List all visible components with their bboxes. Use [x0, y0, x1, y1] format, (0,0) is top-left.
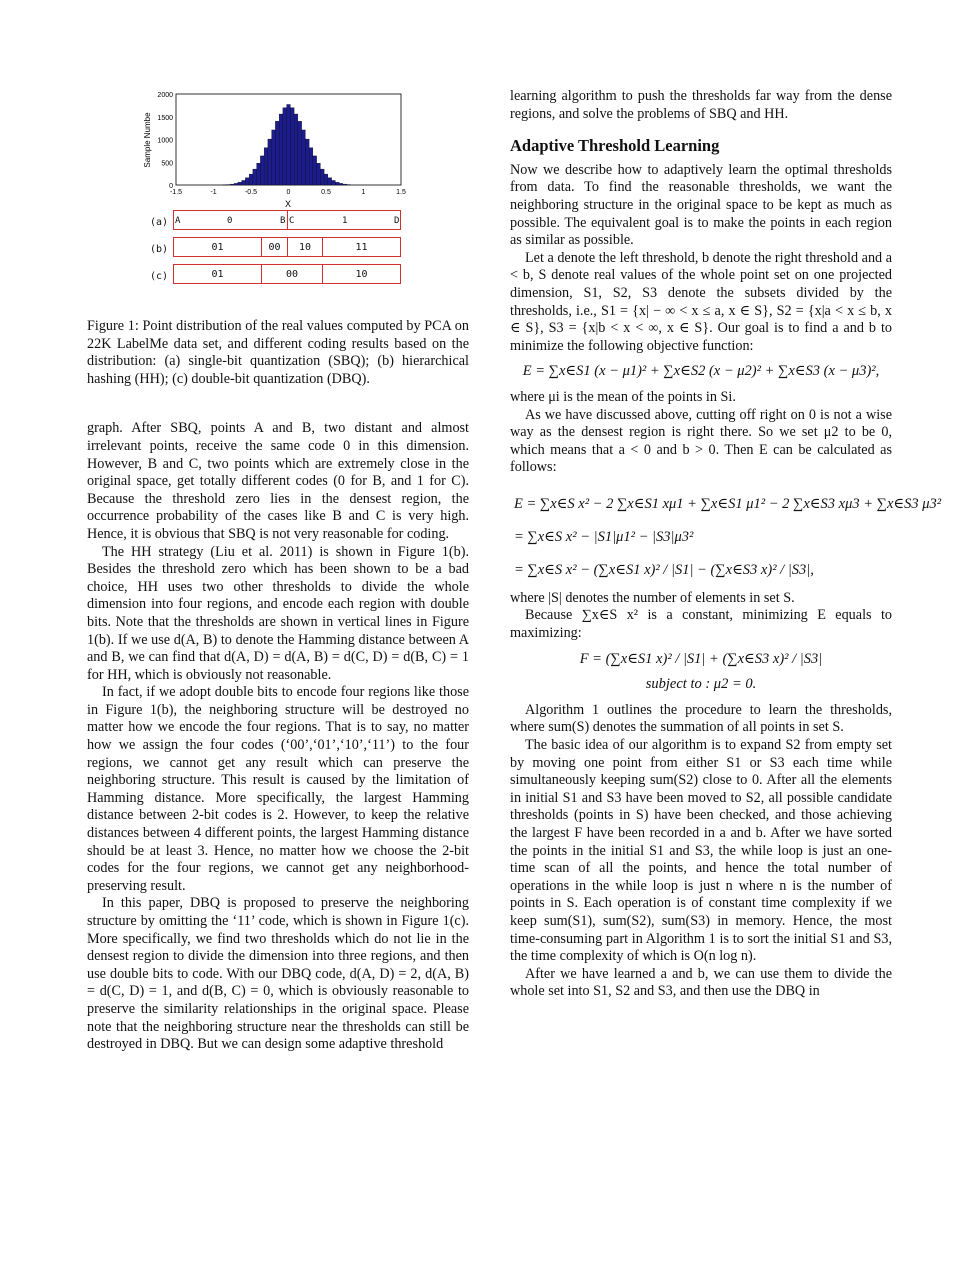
point-a-label: A — [175, 216, 181, 226]
threshold-line — [287, 210, 288, 230]
region-box: 10 — [287, 237, 323, 257]
paragraph: In this paper, DBQ is proposed to preserve the neighboring structure by omitting the ‘11’ code, which is shown in Figure 1(c). More specifically, we find two thresholds which do not lie in the densest region to divide the dimension into three regions, and then use double bits to code. With our DBQ code, d(A, D) = 2, d(A, B) = d(C, D) = 1, and d(B, C) = 0, which is obviously reasonable to preserve the similarity relationships in the original space. Please note that the neighboring structure near the thresholds can still be destroyed in DBQ. But we can design some adaptive threshold — [87, 895, 469, 1053]
histogram-bar — [335, 182, 339, 185]
code-row-b — [87, 237, 469, 261]
histogram-bars — [223, 104, 351, 185]
region-box: 00 — [261, 237, 288, 257]
histogram-bar — [313, 156, 317, 185]
row-tag: (c) — [150, 271, 169, 282]
region-box: 10 — [322, 264, 401, 284]
y-tick-label: 2000 — [157, 92, 173, 99]
paragraph: where |S| denotes the number of elements in set S. — [510, 589, 795, 606]
histogram-bar — [290, 108, 294, 185]
row-tag: (b) — [150, 244, 169, 255]
histogram-bar — [343, 184, 347, 185]
equation-expansion-1: E = ∑x∈S x² − 2 ∑x∈S1 xμ1 + ∑x∈S1 μ1² − 2 ∑x∈S3 xμ3 + ∑x∈S3 μ3² — [514, 495, 942, 512]
x-tick-label: -1 — [210, 189, 217, 196]
histogram-bar — [332, 180, 336, 185]
equation-objective: E = ∑x∈S1 (x − μ1)² + ∑x∈S2 (x − μ2)² + ∑x∈S3 (x − μ3)², — [522, 363, 880, 380]
point-d-label: D — [394, 216, 400, 226]
paragraph: The basic idea of our algorithm is to expand S2 from empty set by moving one point from either S1 or S3 each time while simultaneously keeping sum(S2) close to 0. After all the elements in initial S1 and S3 have been moved to S2, all possible candidate thresholds (points in S) have been checked, and those achieving the largest F have been recorded in a and b. After we have sorted the points in the initial S1 and S3, the while loop is just an one-time scan of all the points, and hence the total number of operations in the while loop is just n where n is the number of points in S. Each operation is of constant time complexity if we keep sum(S1), sum(S2), sum(S3) in memory. Hence, the most time-consuming part in Algorithm 1 is to sort the initial S1 and S3, the time complexity of which is O(n log n). — [510, 737, 892, 965]
left-column — [87, 88, 469, 1054]
paragraph: Because ∑x∈S x² is a constant, minimizing E equals to maximizing: — [510, 607, 892, 642]
x-axis-label: X — [284, 199, 292, 209]
equation-constraint: subject to : μ2 = 0. — [645, 676, 757, 693]
histogram-bar — [253, 169, 257, 185]
histogram-bar — [328, 178, 332, 185]
x-tick-label: -1.5 — [169, 189, 183, 196]
code-row-c — [87, 264, 469, 288]
y-tick-label: 1000 — [157, 137, 173, 145]
histogram-bar — [298, 121, 302, 185]
equation-maximize: F = (∑x∈S1 x)² / |S1| + (∑x∈S3 x)² / |S3| — [579, 650, 823, 667]
row-tag: (a) — [150, 217, 169, 228]
paragraph: The HH strategy (Liu et al. 2011) is shown in Figure 1(b). Besides the threshold zero which has been shown to be a bad choice, HH uses two other thresholds to divide the whole dimension into four regions, and encode each region with double bits. Note that the thresholds are shown in vertical lines in Figure 1(b). If we use d(A, B) to denote the Hamming distance between A and B, we can find that d(A, D) = d(A, B) = d(C, D) = d(B, C) = 1 for HH, which is obviously not reasonable. — [87, 543, 469, 683]
coding-rows — [87, 210, 469, 291]
figure-caption: Figure 1: Point distribution of the real values computed by PCA on 22K LabelMe data set, and different coding results based on the distribution: (a) single-bit quantization (SBQ); (b) hierarchical hashing (HH); (c) double-bit quantization (DBQ). — [87, 318, 469, 387]
histogram-bar — [279, 114, 283, 185]
histogram-bar — [305, 139, 309, 185]
right-column — [510, 88, 942, 1001]
point-b-label: B — [280, 216, 286, 226]
histogram-bar — [309, 148, 313, 185]
equation-expansion-3: = ∑x∈S x² − (∑x∈S1 x)² / |S1| − (∑x∈S3 x)² / |S3|, — [514, 561, 814, 578]
histogram-bar — [245, 178, 249, 185]
histogram-bar — [275, 121, 279, 185]
histogram-bar — [260, 156, 264, 185]
histogram-bar — [317, 163, 321, 185]
paragraph: where μi is the mean of the points in Si. — [510, 388, 736, 405]
x-tick-label: 0 — [286, 189, 291, 196]
paragraph: learning algorithm to push the thresholds far way from the dense regions, and solve the problems of SBQ and HH. — [510, 88, 892, 122]
y-tick-labels — [157, 92, 173, 190]
histogram-chart — [87, 88, 469, 210]
figure-1 — [87, 88, 469, 308]
x-tick-labels — [170, 189, 406, 196]
paragraph: As we have discussed above, cutting off right on 0 is not a wise way as the densest region is right there. So we set μ2 to be 0, which means that a < 0 and b > 0. Then E can be calculated as follows: — [510, 406, 892, 476]
histogram-bar — [294, 114, 298, 185]
paragraph: Algorithm 1 outlines the procedure to learn the thresholds, where sum(S) denotes the summation of all points in set S. — [510, 701, 892, 736]
histogram-bar — [339, 183, 343, 185]
region-box: 11 — [322, 237, 401, 257]
paragraph: After we have learned a and b, we can use them to divide the whole set into S1, S2 and S3, and then use the DBQ in — [510, 965, 892, 1000]
histogram-bar — [324, 174, 328, 185]
paragraph: Let a denote the left threshold, b denote the right threshold and a < b, S denote real values of the whole point set on one projected dimension, S1, S2, S3 denote the subsets divided by the thresholds, i.e., S1 = {x| − ∞ < x ≤ a, x ∈ S}, S2 = {x|a < x ≤ b, x ∈ S}, S3 = {x|b < x < ∞, x ∈ S}. Our goal is to find a and b to minimize the following objective function: — [510, 249, 892, 354]
y-tick-label: 0 — [169, 183, 173, 190]
histogram-bar — [320, 169, 324, 185]
region-code: 0 — [227, 216, 233, 226]
y-axis-label: Sample Numbe — [143, 112, 152, 168]
histogram-bar — [287, 104, 291, 185]
section-heading: Adaptive Threshold Learning — [510, 136, 720, 156]
y-tick-label: 500 — [161, 160, 173, 168]
code-row-a — [87, 210, 469, 234]
region-box: 00 — [261, 264, 323, 284]
y-tick-label: 1500 — [157, 114, 173, 122]
histogram-bar — [268, 139, 272, 185]
x-tick-label: 1.5 — [396, 189, 406, 196]
histogram-bar — [230, 184, 234, 185]
histogram-bar — [238, 182, 242, 185]
paragraph: graph. After SBQ, points A and B, two distant and almost irrelevant points, receive the same code 0 in this dimension. However, B and C, two points which are extremely close in the original space, get totally different codes (0 for B, and 1 for C). Because the threshold zero lies in the densest region, the occurrence probability of the cases like B and C is very high. Hence, it is obvious that SBQ is not very reasonable for coding. — [87, 420, 469, 542]
region-box: 01 — [173, 237, 262, 257]
point-c-label: C — [289, 216, 295, 226]
histogram-bar — [257, 163, 261, 185]
histogram-bar — [302, 130, 306, 185]
x-tick-label: -0.5 — [244, 189, 258, 196]
histogram-bar — [264, 148, 268, 185]
x-tick-label: 1 — [361, 189, 366, 196]
region-box: 01 — [173, 264, 262, 284]
histogram-bar — [283, 108, 287, 185]
equation-expansion-2: = ∑x∈S x² − |S1|μ1² − |S3|μ3² — [514, 528, 694, 545]
histogram-bar — [242, 180, 246, 185]
x-tick-label: 0.5 — [321, 189, 331, 196]
histogram-bar — [249, 174, 253, 185]
paragraph: Now we describe how to adaptively learn the optimal thresholds from data. To find the reasonable thresholds, we want the neighboring structure in the original space to be kept as much as possible. The equivalent goal is to make the points in each region as similar as possible. — [510, 161, 892, 249]
paragraph: In fact, if we adopt double bits to encode four regions like those in Figure 1(b), the neighboring structure will be destroyed no matter how we encode the four regions. That is to say, no matter how we assign the four codes (‘00’,‘01’,‘10’,‘11’) to the four regions, we cannot get any result which can preserve the neighboring structure. This result is caused by the limitation of Hamming distance. More specifically, the largest Hamming distance between 2-bit codes is 2. However, to keep the relative distances between 4 different points, the largest Hamming distance should be at least 3. Hence, no matter how we choose the 2-bit codes for the four regions, we cannot get any neighborhood-preserving result. — [87, 684, 469, 894]
region-code: 1 — [342, 216, 348, 226]
histogram-bar — [272, 130, 276, 185]
histogram-bar — [234, 183, 238, 185]
